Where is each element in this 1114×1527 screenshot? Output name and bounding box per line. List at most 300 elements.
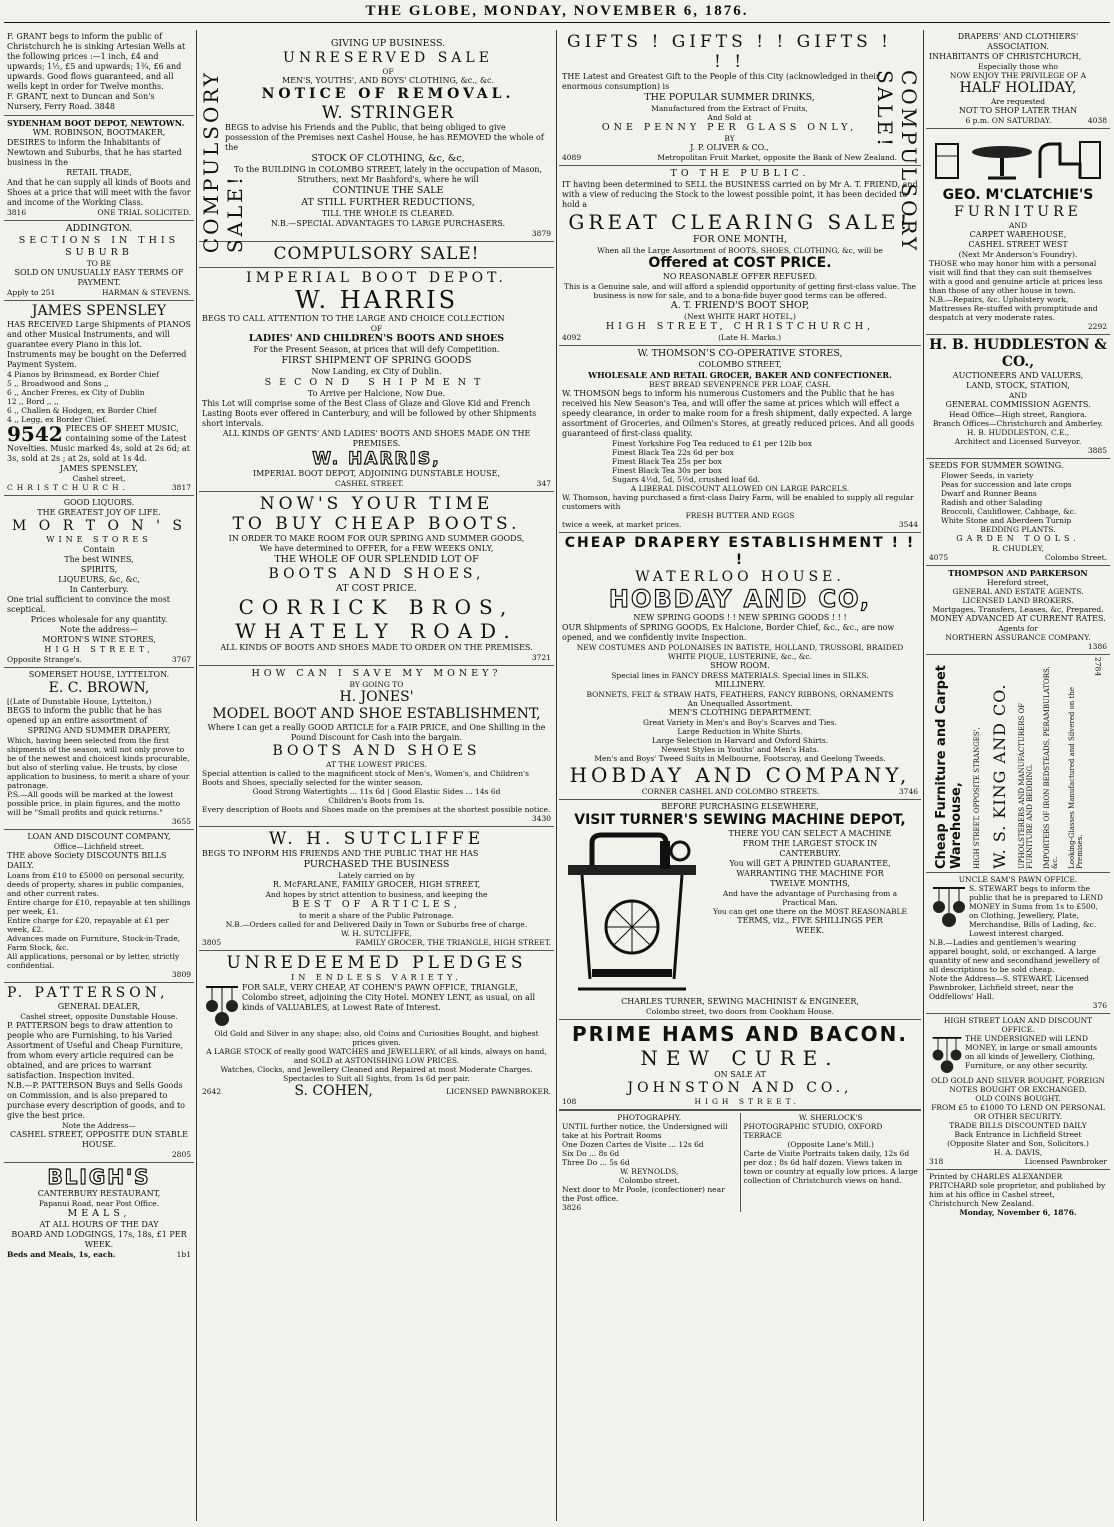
ad-body: N.B.—Ladies and gentlemen's wearing apparel bought, sold, or exchanged. A large quantity of new and secondhand jewellery of all descriptions to be sold cheap. — [929, 938, 1100, 974]
ad-line: BONNETS, FELT & STRAW HATS, FEATHERS, FANCY RIBBONS, ORNAMENTS — [586, 690, 894, 699]
ad-title: GIFTS ! GIFTS ! ! GIFTS ! ! ! — [567, 32, 892, 72]
ad-line: SHOW ROOM. — [710, 661, 770, 670]
ad-footer: 4092 (Late H. Marks.) — [562, 333, 782, 342]
list-item: Sugars 4½d, 5d, 5½d, crushed loaf 6d. — [612, 475, 761, 484]
ad-line: IN ENDLESS VARIETY. — [291, 973, 462, 982]
ad-line: Agents for — [998, 624, 1038, 633]
ad-line: NEW CURE. — [640, 1046, 840, 1070]
ad-footer: 4075 Colombo Street. — [929, 553, 1107, 562]
column-divider — [923, 30, 924, 1521]
masthead: THE GLOBE, MONDAY, NOVEMBER 6, 1876. — [365, 3, 749, 19]
ad-body: Loans from £10 to £5000 on personal security, deeds of property, shares in public companies, and other current rates. — [7, 871, 185, 898]
ad-line: Back Entrance in Lichfield Street — [954, 1130, 1082, 1139]
ad-line: Mortgages, Transfers, Leases, &c, Prepared. — [932, 605, 1104, 614]
ad-patterson — [4, 983, 194, 1163]
ad-line: Looking-Glasses Manufactured and Silvered on the Premises. — [1068, 687, 1085, 869]
list-item: White Stone and Aberdeen Turnip — [941, 516, 1072, 525]
ad-body: DESIRES to inform the Inhabitants of Newtown and Suburbs, that he has started business in the — [7, 138, 182, 167]
ad-king — [926, 655, 1110, 873]
list-item: Finest Black Tea 22s 6d per box — [612, 448, 734, 457]
ad-line: Great Variety in Men's and Boy's Scarves and Ties. — [643, 718, 837, 727]
ad-sydenham — [4, 116, 194, 221]
ad-line: And Sold at — [707, 113, 752, 122]
column-divider — [196, 30, 197, 1521]
list-item: Peas for succession and late crops — [941, 480, 1072, 489]
ad-body: P.S.—All goods will be marked at the lowest possible price, in plain figures, and the motto will be "Small profits and quick returns." — [7, 790, 181, 817]
ad-body: And that he can supply all kinds of Boots and Shoes at a price that will meet with the favor and income of the Working Class. — [7, 178, 191, 207]
ad-line: We have determined to OFFER, for a FEW WEEKS ONLY, — [259, 544, 494, 553]
ad-name: JOHNSTON AND CO., — [627, 1080, 853, 1096]
ad-stringer — [199, 30, 554, 254]
ad-drapers — [926, 30, 1110, 129]
ad-number: 3655 — [171, 817, 191, 826]
ad-title: UNCLE SAM'S PAWN OFFICE. — [958, 875, 1078, 884]
ad-line: Cashel street, opposite Dunstable House. — [20, 1012, 178, 1021]
ad-body: PHOTOGRAPHIC STUDIO, OXFORD TERRACE — [743, 1122, 883, 1140]
ad-line: SECOND SHIPMENT — [264, 377, 489, 388]
ad-footer: Opposite Strange's. 3767 — [7, 655, 191, 664]
ad-line: BEFORE PURCHASING ELSEWHERE, — [661, 802, 819, 811]
ad-big-title: HOBDAY AND CO, — [608, 585, 872, 613]
ad-line: Colombo street, two doors from Cookham House. — [645, 1007, 835, 1016]
ad-line: TO BE — [86, 259, 112, 268]
ad-line: MEN'S, YOUTHS', AND BOYS' CLOTHING, &c., &c. — [281, 76, 495, 85]
ad-line: CARPET WAREHOUSE, — [969, 230, 1067, 239]
ad-name: H. JONES' — [339, 689, 414, 705]
ad-line: LICENSED LAND BROKERS. — [962, 596, 1074, 605]
grant-body: F. GRANT begs to inform the public of Christchurch he is sinking Artesian Wells at the following prices :—1 inch, £4 and upwards; 1½, £5 and upwards; 1¾, £6 and upwards. Good flows guaranteed, and all wells kept in order for Twelve months. — [7, 32, 186, 91]
ad-line: J. P. OLIVER & CO., — [690, 143, 769, 152]
ad-line: BY — [724, 134, 735, 143]
ad-line: MONEY ADVANCED AT CURRENT RATES. — [930, 614, 1106, 623]
ad-body: THE Latest and Greatest Gift to the People of this City (acknowledged in their enormous consumption) is — [562, 72, 880, 91]
sewing-machine-illustration — [562, 829, 702, 997]
ad-line: GIVING UP BUSINESS. — [330, 38, 446, 49]
ad-number: 3430 — [531, 814, 551, 823]
ad-line: Large Reduction in White Shirts. — [677, 727, 803, 736]
ad-line: MEN'S CLOTHING DEPARTMENT. — [668, 708, 812, 717]
ad-line: FRESH BUTTER AND EGGS — [685, 511, 795, 520]
ad-line: Large Selection in Harvard and Oxford Shirts. — [651, 736, 829, 745]
ad-line: GENERAL DEALER, — [57, 1002, 141, 1011]
ad-line: And hopes by strict attention to business, and keeping the — [265, 890, 488, 899]
ad-line: BOOTS AND SHOES — [272, 743, 481, 759]
ad-body: BEGS TO INFORM HIS FRIENDS AND THE PUBLIC THAT HE HAS — [202, 849, 479, 858]
ad-line: OF — [382, 67, 394, 76]
ad-line: TWELVE MONTHS, — [770, 879, 850, 888]
ad-number: 3809 — [171, 970, 191, 979]
masthead-rule — [4, 22, 1110, 23]
ad-line: SECTIONS IN THIS SUBURB — [18, 235, 180, 258]
ad-line: Colombo street. — [618, 1176, 680, 1185]
ad-body: Every description of Boots and Shoes made on the premises at the shortest possible notice. — [202, 805, 551, 814]
ad-line: GARDEN TOOLS. — [956, 534, 1080, 543]
ad-line: WHOLESALE AND RETAIL GROCER, BAKER AND CONFECTIONER. — [588, 370, 892, 380]
ad-body: N.B.—P. PATTERSON Buys and Sells Goods on Commission, and is also prepared to purchase every description of goods, and to give the best price. — [7, 1081, 185, 1120]
ad-body: Watches, Clocks, and Jewellery Cleaned and Repaired at most Moderate Charges. Spectacles to Suit all Sights, from 1s 6d per pair. — [220, 1065, 533, 1083]
ad-vertical-title: COMPULSORY SALE! — [873, 70, 921, 254]
ad-line: An Unequalled Assortment. — [687, 699, 793, 708]
ad-line: ALL KINDS OF GENTS' AND LADIES' BOOTS AND SHOES MADE ON THE PREMISES. — [222, 429, 531, 448]
list-item: 6 ,, Ancher Freres, ex City of Dublin — [7, 388, 145, 397]
ad-body: IT having been determined to SELL the BUSINESS carried on by Mr A. T. FRIEND, and with a view of reducing the Stock to the lowest possible point, it has been decided to hold a — [562, 180, 918, 209]
list-item: 4 ,, Legg, ex Border Chief. — [7, 415, 108, 424]
ad-name: W. STRINGER — [321, 103, 455, 123]
ad-line: INHABITANTS OF CHRISTCHURCH, — [929, 52, 1082, 61]
ad-line: Children's Boots from 1s. — [328, 796, 425, 805]
ad-line: NOT TO SHOP LATER THAN — [958, 106, 1078, 115]
ad-line: For the Present Season, at prices that will defy Competition. — [253, 345, 500, 354]
pawnbroker-balls-icon — [202, 983, 242, 1029]
ad-footer: CORNER CASHEL AND COLOMBO STREETS. 3746 — [641, 787, 918, 796]
ad-line: TERMS, viz., FIVE SHILLINGS PER — [737, 916, 883, 925]
ad-sign: W. H. SUTCLIFFE, — [341, 929, 412, 938]
ad-line: PURCHASED THE BUSINESS — [303, 859, 450, 870]
ad-grant — [4, 30, 194, 116]
ad-line: IMPORTERS OF IRON BEDSTEADS, PERAMBULATORS, &c. — [1043, 666, 1060, 869]
ad-line: IN ORDER TO MAKE ROOM FOR OUR SPRING AND SUMMER GOODS, — [228, 534, 525, 543]
list-item: LIQUEURS, &c, &c, — [58, 575, 140, 584]
ad-addington — [4, 221, 194, 301]
ad-title: SEEDS FOR SUMMER SOWING. — [929, 461, 1064, 470]
ad-title: TO BUY CHEAP BOOTS. — [232, 514, 521, 534]
column-4 — [926, 30, 1110, 1521]
ad-line: THE WHOLE OF OUR SPLENDID LOT OF — [274, 554, 479, 565]
ad-title: MODEL BOOT AND SHOE ESTABLISHMENT, — [212, 706, 541, 722]
ad-name: CHARLES TURNER, SEWING MACHINIST & ENGINEER, — [621, 997, 859, 1006]
ad-body: Advances made on Furniture, Stock-in-Trade, Farm Stock, &c. — [7, 934, 181, 952]
ad-title: W. THOMSON'S CO-OPERATIVE STORES, — [637, 348, 843, 359]
ad-line: WATERLOO HOUSE. — [635, 569, 845, 585]
ad-body: Carte de Visite Portraits taken daily, 12s 6d per doz ; 8s 6d half dozen. Views taken in town or country at equally low prices. A large collection of Christchurch views on hand. — [743, 1149, 918, 1185]
ad-thomson — [559, 346, 921, 533]
list-item: Radish and other Salading — [941, 498, 1043, 507]
ad-stewart — [926, 873, 1110, 1014]
ad-line: Hereford street, — [987, 578, 1049, 587]
ad-title: UNRESERVED SALE — [283, 50, 493, 66]
ad-body: THE above Society DISCOUNTS BILLS DAILY. — [7, 851, 167, 870]
ad-brown — [4, 668, 194, 830]
ad-line: CANTERBURY. — [779, 849, 841, 858]
ad-line: NO REASONABLE OFFER REFUSED. — [662, 272, 818, 281]
ad-name: W. REYNOLDS, — [620, 1167, 679, 1176]
ad-line: Practical Man. — [782, 898, 838, 907]
ad-line: AUCTIONEERS AND VALUERS, — [952, 371, 1084, 380]
ad-line: Prices wholesale for any quantity. — [30, 615, 168, 624]
ad-body: One trial sufficient to convince the most sceptical. — [7, 595, 171, 614]
ad-line: You will GET A PRINTED GUARANTEE, — [729, 859, 891, 868]
ad-number: 3879 — [531, 229, 551, 238]
ad-bligh — [4, 1163, 194, 1262]
list-item: SPIRITS, — [80, 565, 118, 574]
ad-line: Newest Styles in Youths' and Men's Hats. — [661, 745, 819, 754]
ad-line: COLOMBO STREET, — [698, 360, 782, 369]
list-item: 5 ,, Broadwood and Sons ,, — [7, 379, 109, 388]
ad-line: HIGH STREET, OPPOSITE STRANGES', — [972, 727, 981, 869]
ad-thompson — [926, 566, 1110, 655]
ad-title: DRAPERS' AND CLOTHIERS' ASSOCIATION. — [957, 32, 1079, 51]
ad-body: Note the Address—S. STEWART, Licensed Pawnbroker, Lichfield street, near the Oddfellows' Hall. — [929, 974, 1089, 1001]
list-item: 6 ,, Challen & Hodgen, ex Border Chief — [7, 406, 157, 415]
ad-line: To Arrive per Halcione, Now Due. — [307, 389, 446, 398]
list-item: Broccoli, Cauliflower, Cabbage, &c. — [941, 507, 1077, 516]
ad-loan — [4, 830, 194, 983]
ad-line: THERE YOU CAN SELECT A MACHINE — [728, 829, 892, 838]
ad-title: VISIT TURNER'S SEWING MACHINE DEPOT, — [574, 812, 906, 828]
ad-footer: 108 HIGH STREET. — [562, 1097, 800, 1106]
ad-line: H. B. HUDDLESTON, C.E., — [966, 428, 1070, 437]
ad-line: LAND, STOCK, STATION, — [966, 381, 1070, 390]
ad-line: Good Strong Watertights ... 11s 6d | Good Elastic Sides ... 14s 6d — [252, 787, 501, 796]
ad-line: Are requested — [990, 97, 1046, 106]
ad-name: WM. ROBINSON, BOOTMAKER, — [32, 128, 166, 137]
ad-line: WEEK. — [795, 926, 825, 935]
list-item: The best WINES, — [64, 555, 134, 564]
ad-jones — [199, 666, 554, 827]
ad-line: N.B.—Orders called for and Delivered Daily in Town or Suburbs free of charge. — [225, 920, 528, 929]
furniture-illustration — [930, 134, 1106, 184]
ad-footer: twice a week, at market prices. 3544 — [562, 520, 918, 529]
ad-line: HIGH STREET, CHRISTCHURCH, — [605, 321, 875, 332]
ad-line: THE GREATEST JOY OF LIFE. — [37, 508, 161, 517]
ad-title: HIGH STREET LOAN AND DISCOUNT OFFICE. — [943, 1016, 1093, 1034]
ad-body: THE UNDERSIGNED will LEND MONEY, in large or small amounts on all kinds of Jewellery, Clothing, Furniture, or any other security. — [965, 1034, 1098, 1070]
ad-title: HOW CAN I SAVE MY MONEY? — [251, 668, 502, 679]
ad-number: 2292 — [1087, 322, 1107, 331]
ad-name: CORRICK BROS, — [238, 595, 515, 619]
ad-footer: 3805 FAMILY GROCER, THE TRIANGLE, HIGH STREET. — [202, 938, 551, 947]
ad-title: PRIME HAMS AND BACON. — [571, 1022, 909, 1046]
ad-sutcliffe — [199, 827, 554, 951]
ad-line: FROM THE LARGEST STOCK IN — [742, 839, 878, 848]
ad-body: W. THOMSON begs to inform his numerous Customers and the Public that he has received his New Season's Tea, and will offer the same at prices which will effect a speedy clearance, in order to make room for a fresh shipment, daily expected. A large assortment of Groceries, and Oilmen's Stores, at greatly reduced prices. And all goods guaranteed of first-class quality. — [562, 389, 915, 438]
ad-footer: 6 p.m. ON SATURDAY. 4038 — [965, 116, 1107, 125]
ad-spensley — [4, 301, 194, 496]
ad-mcclatchie — [926, 129, 1110, 335]
ad-line: BY GOING TO — [349, 680, 404, 689]
ad-body: Special attention is called to the magnificent stock of Men's, Women's, and Children's Boots and Shoes, specially selected for the winter season. — [202, 769, 529, 787]
ad-reynolds — [559, 1113, 741, 1212]
ad-footer: CASHEL STREET. 347 — [334, 479, 551, 488]
ad-line: OLD GOLD AND SILVER BOUGHT, FOREIGN NOTES BOUGHT OR EXCHANGED. — [931, 1076, 1105, 1094]
ad-number: 3848 — [94, 102, 115, 111]
ad-line: Branch Offices—Christchurch and Amberley. — [932, 419, 1104, 428]
ad-body: OUR Shipments of SPRING GOODS, Ex Halcione, Border Chief, &c., &c., are now opened, and we confidently invite Inspection. — [562, 623, 895, 642]
ad-number: 2805 — [171, 1150, 191, 1159]
column-3 — [559, 30, 921, 1521]
ad-line: HIGH STREET, — [44, 645, 154, 654]
ad-title: FURNITURE — [954, 204, 1082, 220]
ad-name: HOBDAY AND COMPANY, — [569, 763, 911, 787]
ad-line: OLD COINS BOUGHT. — [975, 1094, 1061, 1103]
imprint-date: Monday, November 6, 1876. — [959, 1208, 1077, 1217]
ad-line: Especially those who — [978, 62, 1058, 71]
column-1 — [4, 30, 194, 1521]
ad-line: N.B.—SPECIAL ADVANTAGES TO LARGE PURCHASERS. — [270, 219, 506, 228]
ad-line: HALF HOLIDAY, — [959, 80, 1077, 96]
ad-body: BEGS to advise his Friends and the Public, that being obliged to give possession of the Premises next Cashel House, he has REMOVED the whole of the — [225, 123, 544, 152]
column-2 — [199, 30, 554, 1521]
ad-big-number: 9542 — [7, 422, 63, 446]
list-item: Six Do ... 8s 6d — [562, 1149, 620, 1158]
ad-name: W. HARRIS — [294, 286, 459, 314]
ad-body: Where I can get a really GOOD ARTICLE for a FAIR PRICE, and One Shilling in the Pound Discount for Cash into the bargain. — [207, 723, 546, 742]
ad-name: WHATELY ROAD. — [235, 619, 518, 643]
ad-number: 376 — [1092, 1001, 1107, 1010]
ad-footer: 3816 ONE TRIAL SOLICITED. — [7, 208, 191, 217]
pawnbroker-balls-icon — [929, 1034, 965, 1076]
column-divider — [556, 30, 557, 1521]
ad-line: GENERAL COMMISSION AGENTS. — [945, 400, 1091, 409]
ad-body: All applications, personal or by letter, strictly confidential. — [7, 952, 180, 970]
ad-line: Manufactured from the Extract of Fruits, — [651, 104, 808, 113]
ad-line: You can get one there on the MOST REASONABLE — [713, 907, 907, 916]
ad-line: Contain — [83, 545, 115, 554]
ad-body: Entire charge for £20, repayable at £1 per week, £2. — [7, 916, 169, 934]
ad-number: 3721 — [531, 653, 551, 662]
list-item: Finest Black Tea 25s per box — [612, 457, 722, 466]
ad-line: SPRING AND SUMMER DRAPERY, — [27, 726, 171, 735]
ad-title: NOW'S YOUR TIME — [259, 494, 494, 514]
ad-line: TRADE BILLS DISCOUNTED DAILY — [949, 1121, 1087, 1130]
ad-line: BOOTS AND SHOES, — [268, 566, 485, 582]
ad-title: PHOTOGRAPHY. — [617, 1113, 682, 1122]
ad-line: Now Landing, ex City of Dublin. — [311, 367, 442, 376]
ad-line: (Opposite Slater and Son, Solicitors.) — [947, 1139, 1089, 1148]
ad-body: Which, having been selected from the first shipments of the season, will not only prove to be of the newest and choicest kinds procurable, but also of sterling value. He trusts, by close application to business, to merit a share of your patronage. — [7, 736, 190, 790]
ad-line: NEW COSTUMES AND POLONAISES IN BATISTE, HOLLAND, TRUSSORI, BRAIDED WHITE PIQUE, LUSTERINE, &c., &c. — [576, 643, 904, 661]
ad-line: FROM £5 to £1000 TO LEND ON PERSONAL OR OTHER SECURITY. — [931, 1103, 1105, 1121]
list-item: Dwarf and Runner Beans — [941, 489, 1037, 498]
ad-line: Old Gold and Silver in any shape; also, old Coins and Curiosities Bought, and highest prices given. — [214, 1029, 539, 1047]
list-item: Finest Black Tea 30s per box — [612, 466, 722, 475]
ad-line: AT ALL HOURS OF THE DAY — [39, 1220, 159, 1229]
ad-footer: Apply to 251 HARMAN & STEVENS. — [7, 288, 191, 297]
imprint — [926, 1170, 1110, 1220]
ad-line: MORTON'S WINE STORES, — [42, 635, 156, 644]
ad-line: FIRST SHIPMENT OF SPRING GOODS — [281, 355, 472, 366]
ad-line: RETAIL TRADE, — [66, 168, 132, 177]
ad-line: MILLINERY. — [714, 680, 766, 689]
ad-body: BEGS TO CALL ATTENTION TO THE LARGE AND CHOICE COLLECTION — [202, 314, 505, 323]
ad-chudley — [926, 459, 1110, 566]
ad-title: UNREDEEMED PLEDGES — [226, 953, 527, 973]
ad-line: BOARD AND LODGINGS, 17s, 18s, £1 PER WEEK. — [11, 1230, 187, 1249]
grant-sign: F. GRANT, next to Duncan and Son's Nursery, Ferry Road. 3848 — [7, 92, 155, 111]
ad-line: AND — [1009, 221, 1027, 230]
ad-number: 3885 — [1087, 446, 1107, 455]
ad-line: GENERAL AND ESTATE AGENTS. — [952, 587, 1084, 596]
list-item: 12 ,, Bord ,, ,, — [7, 397, 59, 406]
ad-hobday — [559, 533, 921, 800]
ad-body: THOSE who may honor him with a personal visit will find that they can suit themselves with a good and genuine article at prices less than those of any other house in town. — [929, 259, 1103, 295]
ad-cohen — [199, 951, 554, 1103]
ad-title: GOOD LIQUORS. — [63, 498, 135, 507]
ad-name: GEO. M'CLATCHIE'S — [942, 187, 1094, 203]
ad-big-title: BLIGH'S — [47, 1165, 151, 1189]
ad-title: JAMES SPENSLEY — [31, 303, 167, 319]
ad-line: CANTERBURY RESTAURANT, — [37, 1189, 161, 1198]
ad-line: (Opposite Lane's Mill.) — [787, 1140, 874, 1149]
ad-footer: 2642 S. COHEN, LICENSED PAWNBROKER. — [202, 1083, 551, 1099]
ad-footer: 318 Licensed Pawnbroker — [929, 1157, 1107, 1166]
ad-line: Note the address— — [60, 625, 138, 634]
ad-body: To the BUILDING in COLOMBO STREET, lately in the occupation of Mason, Struthers, next Mr Bashford's, where he will — [233, 165, 542, 184]
ad-line: CASHEL STREET WEST — [968, 240, 1068, 249]
ad-line: Lately carried on by — [338, 871, 415, 880]
pawnbroker-balls-icon — [929, 884, 969, 930]
ad-line: R. McFARLANE, FAMILY GROCER, HIGH STREET, — [272, 880, 481, 889]
ad-line: BEST OF ARTICLES, — [292, 899, 461, 910]
ad-line: to merit a share of the Public Patronage. — [299, 911, 454, 920]
ad-morton — [4, 496, 194, 668]
compulsory-sale-heading: COMPULSORY SALE! — [199, 242, 554, 268]
ad-title: CHEAP DRAPERY ESTABLISHMENT ! ! ! — [564, 535, 916, 568]
ad-body: FOR SALE, VERY CHEAP, AT COHEN'S PAWN OFFICE, TRIANGLE, Colombo street, adjoining the City Hotel. MONEY LENT, as usual, on all kinds of VALUABLES, at Lowest Rate of Interest. — [242, 983, 536, 1012]
ad-line: AT THE LOWEST PRICES. — [326, 760, 427, 769]
ad-body: HAS RECEIVED Large Shipments of PIANOS and other Musical Instruments, and will guarantee every Piano in this lot. Instruments may be bought on the Deferred Payment System. — [7, 320, 191, 369]
ad-body: S. STEWART begs to inform the public that he is prepared to LEND MONEY in Sums from 1s to £500, on Clothing, Jewellery, Plate, Merchandise, Bills of Lading, &c. Lowest interest charged. — [969, 884, 1104, 938]
ad-line: Head Office—High street, Rangiora. — [949, 410, 1087, 419]
ad-line: NOW ENJOY THE PRIVILEGE OF A — [949, 71, 1087, 80]
ad-line: Next door to Mr Poole, (confectioner) near the Post office. — [562, 1185, 725, 1203]
ad-line: [(Late of Dunstable House, Lyttelton,) — [7, 697, 152, 706]
ad-line: FOR ONE MONTH, — [692, 234, 788, 245]
ad-sherlock — [741, 1113, 922, 1212]
ad-line: Papanui Road, near Post Office. — [38, 1199, 160, 1208]
ad-line: MEALS, — [67, 1208, 131, 1219]
ad-davis — [926, 1014, 1110, 1170]
ad-line: AND — [1009, 391, 1027, 400]
ad-name: P. PATTERSON, — [7, 985, 169, 1001]
ad-body: This is a Genuine sale, and will afford a splendid opportunity of getting first-class value. The business is now for sale, and to a bona-fide buyer good terms can be offered. — [564, 282, 916, 300]
ad-line: Note the Address— — [62, 1121, 136, 1130]
ad-title: ADDINGTON. — [65, 223, 133, 234]
ad-line: AT STILL FURTHER REDUCTIONS, — [301, 197, 475, 208]
ad-line: ON SALE AT — [714, 1070, 766, 1079]
ad-line: Men's and Boys' Tweed Suits in Melbourne, Footscray, and Geelong Tweeds. — [594, 754, 886, 763]
ad-line: When all the Large Assortment of BOOTS, SHOES, CLOTHING, &c, will be — [597, 246, 883, 255]
ad-line: LADIES' AND CHILDREN'S BOOTS AND SHOES — [248, 333, 505, 344]
ad-line: THE POPULAR SUMMER DRINKS, — [644, 92, 815, 103]
ad-line: Cashel street, — [72, 474, 126, 483]
ad-name: A. T. FRIEND'S BOOT SHOP, — [670, 300, 810, 311]
ad-line: IMPERIAL BOOT DEPOT, ADJOINING DUNSTABLE HOUSE, — [252, 469, 501, 478]
ad-huddleston — [926, 335, 1110, 459]
ad-footer: Beds and Meals, 1s, each. 1b1 — [7, 1250, 191, 1259]
ad-line: BEST BREAD SEVENPENCE PER LOAF, CASH. — [649, 380, 831, 389]
ad-line: STOCK OF CLOTHING, &c, &c, — [311, 153, 465, 164]
ad-line: NEW SPRING GOODS ! ! NEW SPRING GOODS ! ! ! — [633, 613, 847, 622]
list-item: Finest Yorkshire Fog Tea reduced to £1 per 12lb box — [612, 439, 812, 448]
ad-harris — [199, 268, 554, 492]
ad-line: BEDDING PLANTS. — [980, 525, 1056, 534]
ad-body: UNTIL further notice, the Undersigned will take at his Portrait Rooms — [562, 1122, 728, 1140]
ad-line: Architect and Licensed Surveyor. — [954, 437, 1082, 446]
ad-name: H. B. HUDDLESTON & CO., — [929, 337, 1107, 370]
ad-body: W. Thomson, having purchased a first-class Dairy Farm, will be enabled to supply all regular customers with — [562, 493, 914, 511]
ad-line: WARRANTING THE MACHINE FOR — [736, 869, 884, 878]
ad-line: Office—Lichfield street. — [53, 842, 145, 851]
ad-name: E. C. BROWN, — [48, 680, 150, 696]
ad-line: NORTHERN ASSURANCE COMPANY. — [945, 633, 1091, 642]
ad-line: A LIBERAL DISCOUNT ALLOWED ON LARGE PARCELS. — [630, 484, 850, 493]
ad-line: TILL THE WHOLE IS CLEARED. — [321, 209, 455, 218]
list-item: 4 Pianos by Brinsmead, ex Border Chief — [7, 370, 159, 379]
ad-name: M O R T O N ' S — [11, 518, 186, 534]
ad-big-title: GREAT CLEARING SALE! — [568, 210, 912, 234]
ad-name: W. H. SUTCLIFFE — [268, 829, 485, 849]
